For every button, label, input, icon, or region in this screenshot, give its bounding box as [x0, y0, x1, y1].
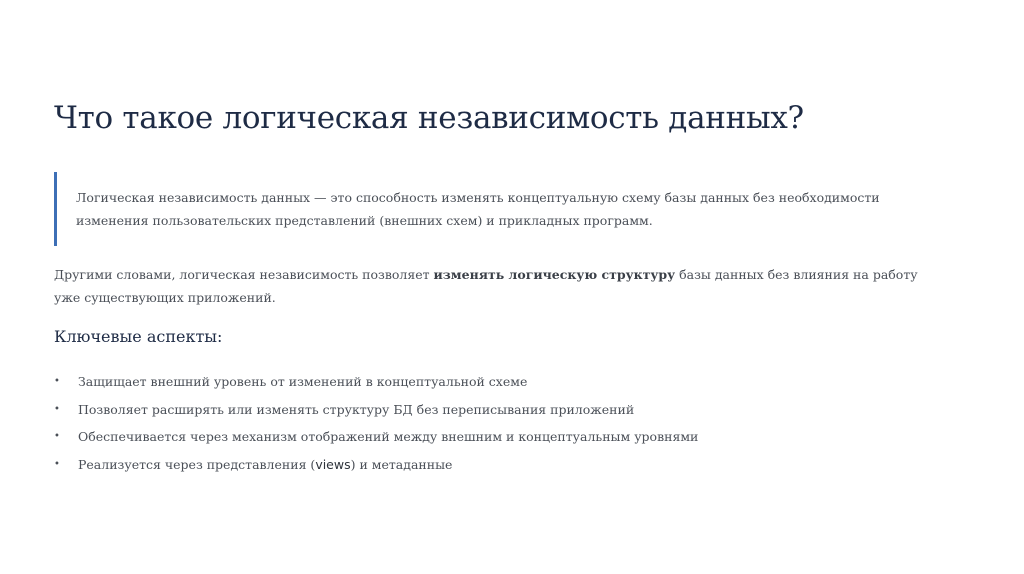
bullet-icon: • [54, 458, 60, 470]
list-item [54, 426, 934, 454]
explanation-paragraph [54, 263, 934, 309]
definition-text: Логическая независимость данных — это способность изменять концептуальную схему базы данных без необходимости изменения пользовательских представлений (внешних схем) и прикладных программ. [76, 190, 880, 228]
key-aspects-list [54, 371, 934, 481]
definition-quote [54, 172, 934, 246]
key-aspects-heading: Ключевые аспекты: [54, 327, 223, 346]
list-item-text [78, 454, 452, 476]
list-item-text: Обеспечивается через механизм отображений между внешним и концептуальным уровнями [78, 429, 699, 444]
list-item [54, 399, 934, 427]
slide-title: Что такое логическая независимость данных? [54, 100, 804, 136]
explanation-emphasis: изменять логическую структуру [433, 267, 676, 282]
list-item-text-end: ) и метаданные [350, 456, 453, 472]
list-item [54, 371, 934, 399]
views-term: views [315, 456, 351, 472]
bullet-icon: • [54, 403, 60, 415]
explanation-text-start: Другими словами, логическая независимость позволяет [54, 267, 434, 282]
list-item-text-start: Реализуется через представления ( [78, 456, 316, 472]
list-item-text: Защищает внешний уровень от изменений в концептуальной схеме [78, 374, 528, 389]
bullet-icon: • [54, 376, 60, 387]
explanation-text-end: базы данных без влияния на работу уже существующих приложений. [54, 267, 918, 305]
list-item-text: Позволяет расширять или изменять структуру БД без переписывания приложений [78, 401, 635, 417]
list-item [54, 454, 934, 482]
bullet-icon: • [54, 431, 60, 442]
